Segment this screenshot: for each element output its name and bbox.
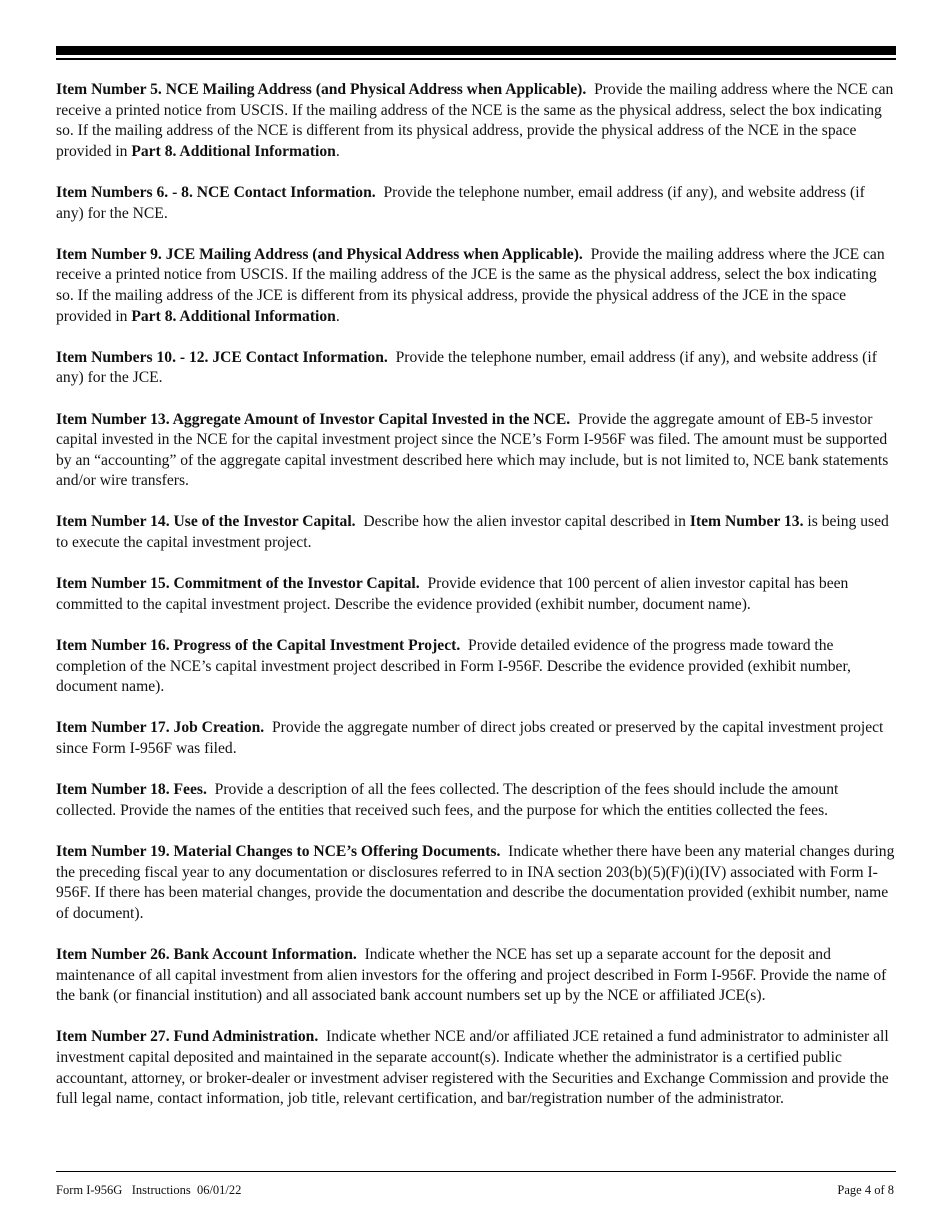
- item-text: Provide the mailing address where the NCE can receive a printed notice from USCIS. If the mailing address of the NCE is the same as the physical address, select the box indicating so. If the mailing address of the NCE is different from its physical address, provide the physical address of the NCE in the space provided in: [56, 81, 894, 160]
- item-title: Item Numbers 6. - 8. NCE Contact Information.: [56, 183, 376, 201]
- item-tail: is being used to execute the capital investment project.: [56, 513, 889, 552]
- item-paragraph: [56, 636, 896, 698]
- item-paragraph: [56, 348, 896, 389]
- header-rule-thin: [56, 58, 896, 60]
- item-title: Item Number 14. Use of the Investor Capital.: [56, 513, 356, 531]
- item-text: Provide evidence that 100 percent of alien investor capital has been committed to the capital investment project. Describe the evidence provided (exhibit number, document name).: [56, 575, 849, 613]
- item-title: Item Numbers 10. - 12. JCE Contact Information.: [56, 348, 388, 366]
- item-title: Item Number 13. Aggregate Amount of Investor Capital Invested in the NCE.: [56, 410, 571, 428]
- item-title: Item Number 18. Fees.: [56, 781, 207, 799]
- item-text: Provide a description of all the fees collected. The description of the fees should include the amount collected. Provide the names of the entities that received such fees, and the purpose for which the entities collected the fees.: [56, 781, 839, 819]
- item-text: Indicate whether there have been any material changes during the preceding fiscal year to any documentation or disclosures referred to in INA section 203(b)(5)(F)(i)(IV) associated with Form I-956F. If there has been material changes, provide the documentation and describe the documentation provided (exhibit number, name of document).: [56, 842, 895, 922]
- instructions-body: [56, 80, 896, 1130]
- item-title: Item Number 15. Commitment of the Investor Capital.: [56, 575, 420, 593]
- item-title: Item Number 5. NCE Mailing Address (and Physical Address when Applicable).: [56, 81, 587, 98]
- item-reference: Part 8. Additional Information: [131, 142, 336, 160]
- item-paragraph: [56, 718, 896, 759]
- item-paragraph: [56, 512, 896, 553]
- item-title: Item Number 19. Material Changes to NCE’s Offering Documents.: [56, 842, 501, 860]
- item-title: Item Number 9. JCE Mailing Address (and Physical Address when Applicable).: [56, 245, 583, 263]
- form-identifier: Form I-956G Instructions 06/01/22: [56, 1183, 242, 1197]
- item-text: Provide the aggregate amount of EB-5 investor capital invested in the NCE for the capital investment project since the NCE’s Form I-956F was filed. The amount must be supported by an “accounting” of the aggregate capital investment described here which may include, but is not limited to, NCE bank statements and/or wire transfers.: [56, 410, 889, 490]
- header-rule-thick: [56, 46, 896, 55]
- item-paragraph: [56, 245, 896, 327]
- item-text: Provide the mailing address where the JCE can receive a printed notice from USCIS. If the mailing address of the JCE is the same as the physical address, select the box indicating so. If the mailing address of the JCE is different from its physical address, provide the physical address of the JCE in the space provided in: [56, 245, 885, 325]
- item-paragraph: [56, 410, 896, 492]
- item-reference: Part 8. Additional Information: [131, 307, 336, 325]
- item-text: Describe how the alien investor capital described in: [363, 513, 690, 531]
- item-text: Provide detailed evidence of the progress made toward the completion of the NCE’s capital investment project described in Form I-956F. Describe the evidence provided (exhibit number, document name).: [56, 637, 851, 696]
- item-text: Provide the telephone number, email address (if any), and website address (if any) for the NCE.: [56, 183, 865, 222]
- item-tail: .: [335, 142, 340, 160]
- item-text: Provide the telephone number, email address (if any), and website address (if any) for the JCE.: [56, 348, 877, 387]
- item-paragraph: [56, 1027, 896, 1109]
- item-paragraph: [56, 80, 896, 162]
- item-paragraph: [56, 183, 896, 224]
- item-title: Item Number 27. Fund Administration.: [56, 1028, 319, 1046]
- item-text: Indicate whether NCE and/or affiliated JCE retained a fund administrator to administer all investment capital deposited and maintained in the separate account(s). Indicate whether the administrator is a certified public accountant, attorney, or broker-dealer or investment adviser registered with the Securities and Exchange Commission and provide the full legal name, contact information, job title, relevant certification, and bar/registration number of the administrator.: [56, 1028, 889, 1108]
- item-paragraph: [56, 945, 896, 1007]
- page-number: Page 4 of 8: [837, 1183, 894, 1197]
- item-title: Item Number 26. Bank Account Information.: [56, 945, 357, 963]
- item-paragraph: [56, 780, 896, 821]
- item-paragraph: [56, 574, 896, 615]
- item-title: Item Number 17. Job Creation.: [56, 719, 265, 737]
- item-text: Indicate whether the NCE has set up a separate account for the deposit and maintenance of all capital investment from alien investors for the offering and project described in Form I-956F. Provide the name of the bank (or financial institution) and all associated bank account numbers set up by the NCE or affiliated JCE(s).: [56, 945, 887, 1005]
- footer-rule: [56, 1171, 896, 1172]
- item-text: Provide the aggregate number of direct jobs created or preserved by the capital investment project since Form I-956F was filed.: [56, 719, 884, 757]
- item-tail: .: [335, 307, 340, 325]
- item-title: Item Number 16. Progress of the Capital Investment Project.: [56, 637, 461, 655]
- item-paragraph: [56, 842, 896, 924]
- item-reference: Item Number 13.: [689, 513, 804, 531]
